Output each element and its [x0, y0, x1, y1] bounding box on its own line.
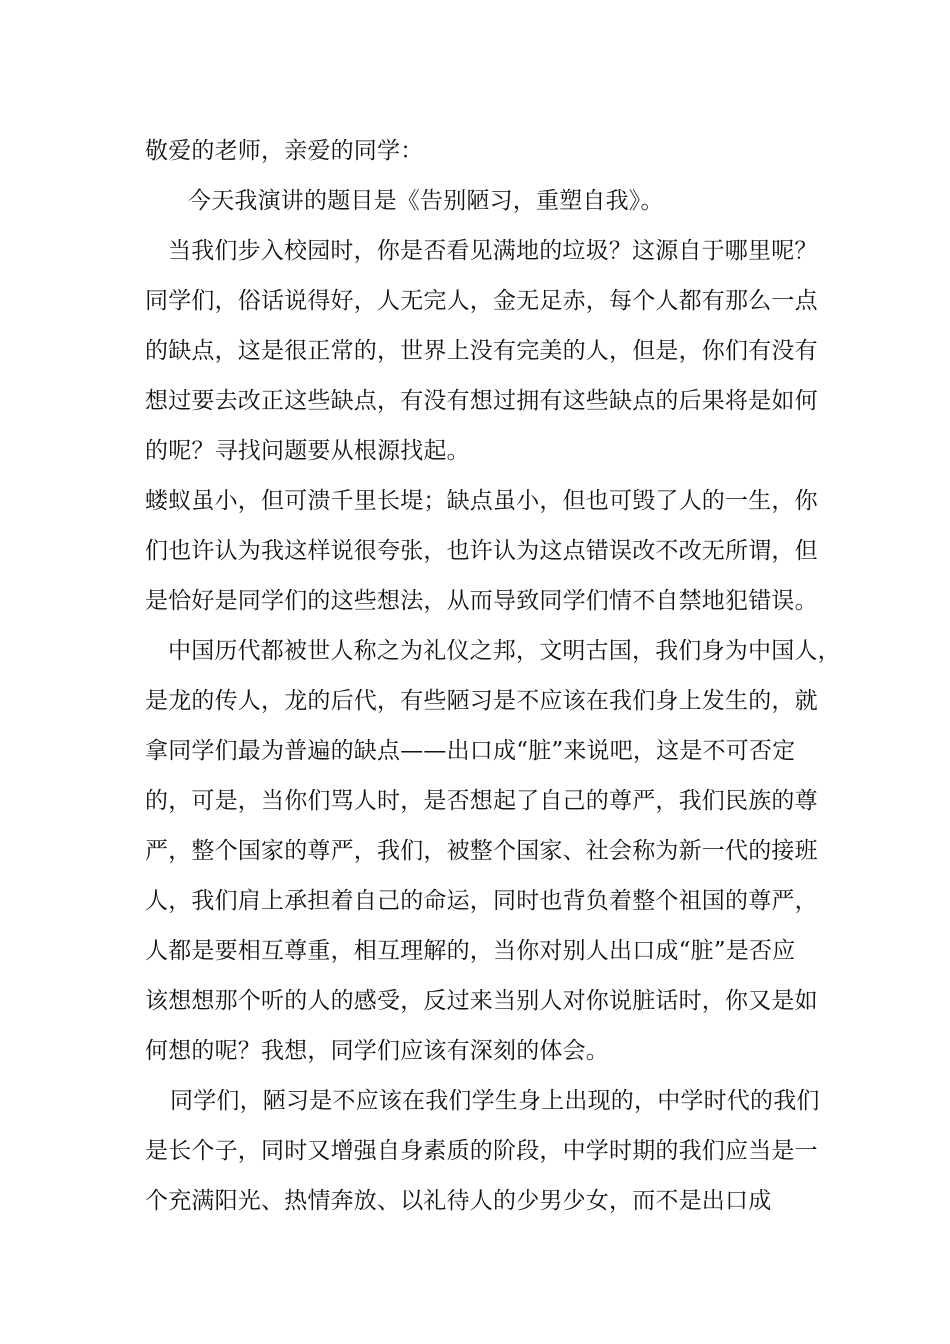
paragraph-line: 想过要去改正这些缺点，有没有想过拥有这些缺点的后果将是如何: [145, 388, 818, 414]
speech-title-line: 今天我演讲的题目是《告别陋习，重塑自我》。: [188, 188, 664, 214]
paragraph-line: 人，我们肩上承担着自己的命运，同时也背负着整个祖国的尊严，: [145, 888, 818, 914]
paragraph-line: 是龙的传人，龙的后代，有些陋习是不应该在我们身上发生的，就: [145, 688, 818, 714]
paragraph-line: 的，可是，当你们骂人时，是否想起了自己的尊严，我们民族的尊: [145, 788, 818, 814]
paragraph-line: 何想的呢？我想，同学们应该有深刻的体会。: [145, 1038, 609, 1064]
paragraph-line: 是恰好是同学们的这些想法，从而导致同学们情不自禁地犯错误。: [145, 588, 818, 614]
paragraph-line: 该想想那个听的人的感受，反过来当别人对你说脏话时，你又是如: [145, 988, 818, 1014]
paragraph-line: 个充满阳光、热情奔放、以礼待人的少男少女，而不是出口成: [145, 1188, 772, 1214]
paragraph-line: 中国历代都被世人称之为礼仪之邦，文明古国，我们身为中国人，: [168, 638, 841, 664]
paragraph-line: 的呢？寻找问题要从根源找起。: [145, 438, 470, 464]
paragraph-line: 是长个子，同时又增强自身素质的阶段，中学时期的我们应当是一: [145, 1138, 818, 1164]
paragraph-line: 同学们，俗话说得好，人无完人，金无足赤，每个人都有那么一点: [145, 288, 818, 314]
salutation: 敬爱的老师，亲爱的同学：: [145, 138, 424, 164]
paragraph-line: 人都是要相互尊重，相互理解的，当你对别人出口成“脏”是否应: [145, 938, 796, 964]
paragraph-line: 严，整个国家的尊严，我们，被整个国家、社会称为新一代的接班: [145, 838, 818, 864]
paragraph-line: 同学们，陋习是不应该在我们学生身上出现的，中学时代的我们: [170, 1088, 820, 1114]
paragraph-line: 拿同学们最为普遍的缺点——出口成“脏”来说吧，这是不可否定: [145, 738, 796, 764]
paragraph-line: 的缺点，这是很正常的，世界上没有完美的人，但是，你们有没有: [145, 338, 818, 364]
paragraph-line: 蝼蚁虽小，但可溃千里长堤；缺点虽小，但也可毁了人的一生，你: [145, 488, 818, 514]
paragraph-line: 们也许认为我这样说很夸张，也许认为这点错误改不改无所谓，但: [145, 538, 818, 564]
paragraph-line: 当我们步入校园时，你是否看见满地的垃圾？这源自于哪里呢？: [168, 238, 818, 264]
